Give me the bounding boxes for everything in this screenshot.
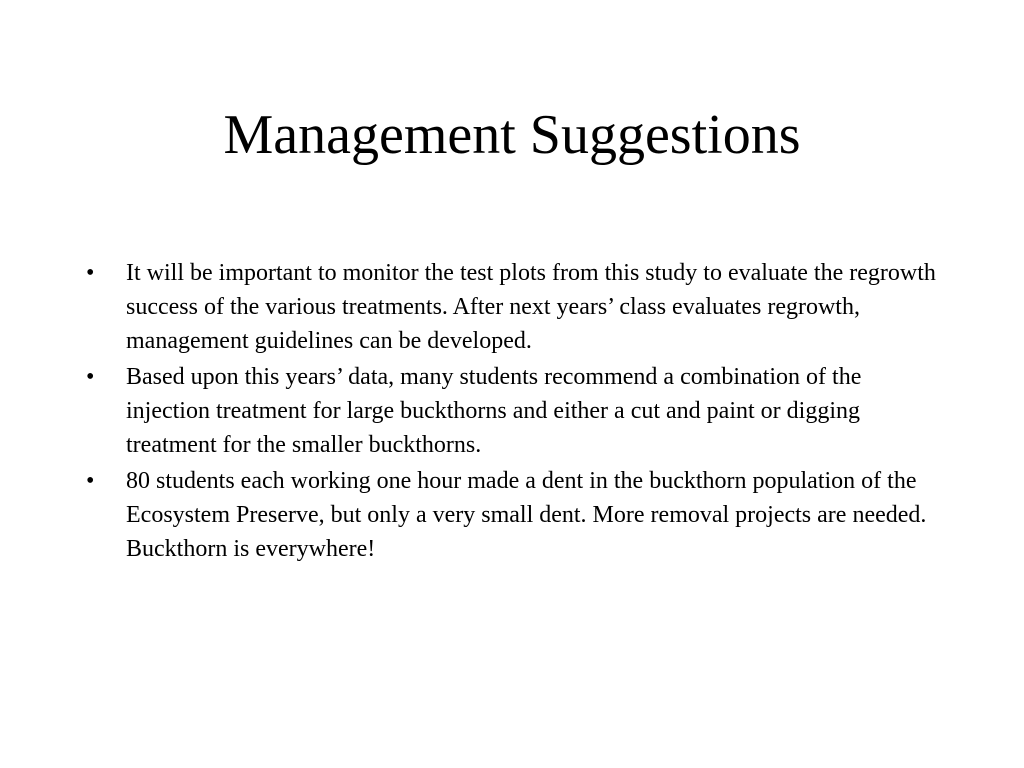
bullet-text: Based upon this years’ data, many students recommend a combination of the injection treatment for large buckthorns and either a cut and paint or digging treatment for the smaller buckthorns. — [126, 364, 862, 458]
slide-title: Management Suggestions — [223, 104, 801, 166]
bullet-marker: • — [86, 468, 95, 494]
bullet-item — [84, 464, 944, 566]
bullet-marker: • — [86, 364, 95, 390]
bullet-text: 80 students each working one hour made a dent in the buckthorn population of the Ecosystem Preserve, but only a very small dent. More removal projects are needed. Buckthorn is everywhere! — [126, 468, 927, 562]
bullet-text: It will be important to monitor the test plots from this study to evaluate the regrowth success of the various treatments. After next years’ class evaluates regrowth, management guidelines can be developed. — [126, 260, 936, 354]
bullet-marker: • — [86, 260, 95, 286]
bullet-list — [84, 256, 944, 568]
bullet-item — [84, 256, 944, 358]
bullet-item — [84, 360, 944, 462]
